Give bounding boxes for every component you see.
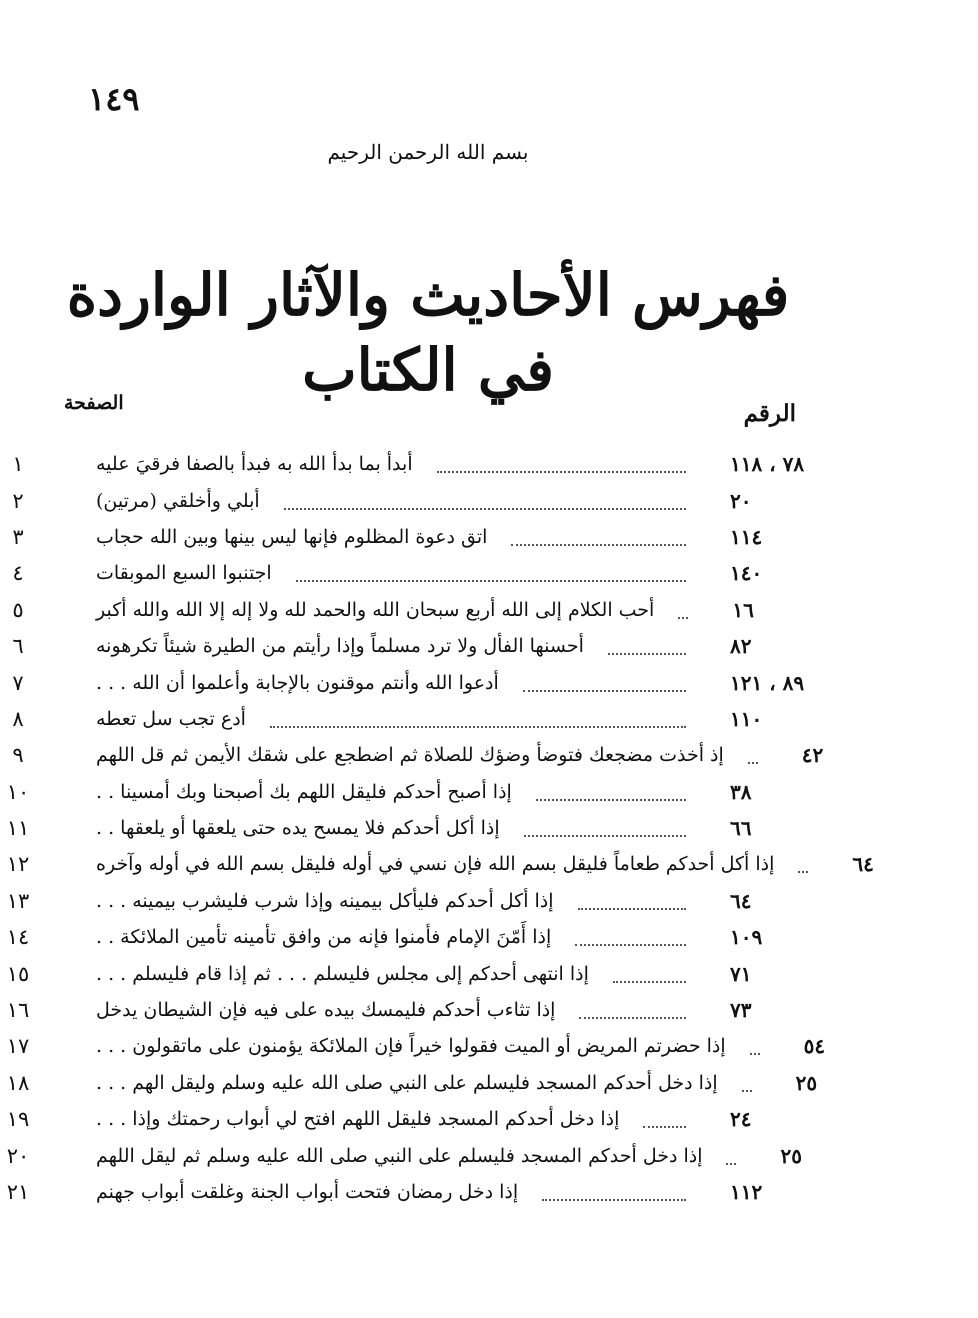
entry-pages: ٦٦ (730, 816, 752, 841)
index-row (0, 955, 856, 991)
entry-number: ٤ (12, 561, 24, 586)
index-row (0, 1028, 856, 1064)
page-column-header: الصفحة (64, 392, 124, 414)
entry-number: ٩ (12, 743, 24, 768)
index-row (0, 846, 874, 882)
dot-leader (608, 633, 686, 655)
entry-text: إذا أَمّنَ الإمام فأمنوا فإنه من وافق تأمينه تأمين الملائكة . . (96, 926, 552, 949)
entry-number: ١٥ (6, 961, 30, 986)
dot-leader (613, 961, 686, 983)
entry-number: ١٨ (6, 1070, 30, 1095)
entry-pages: ٢٥ (780, 1143, 802, 1168)
dot-leader (511, 524, 686, 546)
entry-pages: ٦٤ (852, 852, 874, 877)
entry-pages: ٧٨ ، ١١٨ (730, 452, 805, 477)
entry-number: ١٦ (6, 998, 30, 1023)
entry-pages: ٤٢ (801, 743, 824, 768)
entry-text: إذا دخل أحدكم المسجد فليسلم على النبي صلى الله عليه وسلم ثم ليقل اللهم (96, 1144, 703, 1167)
entry-text: إذا أصبح أحدكم فليقل اللهم بك أصبحنا وبك أمسينا . . (96, 780, 512, 803)
entry-text: إذا دخل رمضان فتحت أبواب الجنة وغلقت أبواب جهنم (96, 1181, 519, 1203)
index-row (0, 1174, 856, 1210)
entry-pages: ٢٥ (795, 1070, 818, 1095)
dot-leader (524, 815, 686, 837)
entry-pages: ٢٠ (730, 488, 752, 513)
index-row (0, 774, 856, 810)
entry-pages: ١٦ (732, 597, 754, 622)
entry-text: أبلي وأخلقي (مرتين) (96, 489, 260, 512)
index-row (0, 1137, 856, 1173)
entry-number: ١٤ (6, 925, 30, 950)
entry-pages: ٧١ (730, 961, 752, 986)
dot-leader (296, 560, 686, 582)
dot-leader (748, 742, 758, 764)
entry-pages: ٣٨ (730, 779, 752, 804)
dot-leader (798, 851, 808, 873)
entry-text: إذا أكل أحدكم طعاماً فليقل بسم الله فإن نسي في أوله فليقل بسم الله في أوله وآخره (96, 853, 775, 876)
index-row (0, 1101, 856, 1137)
index-row (0, 446, 856, 482)
entry-number: ٦ (12, 634, 24, 659)
entry-number: ٨ (12, 706, 24, 731)
entry-text: إذا انتهى أحدكم إلى مجلس فليسلم . . . ثم إذا قام فليسلم . . . (96, 962, 589, 985)
index-row (0, 519, 856, 555)
index-row (0, 701, 856, 737)
entry-number: ١٧ (6, 1034, 30, 1059)
index-row (0, 919, 856, 955)
dot-leader (575, 924, 686, 946)
entry-text: أبدأ بما بدأ الله به فبدأ بالصفا فرقيَ عليه (96, 453, 413, 476)
index-row (0, 992, 856, 1028)
index-row (0, 555, 856, 591)
entry-number: ٢٠ (6, 1143, 30, 1168)
page-title: فهرس الأحاديث والآثار الواردة في الكتاب (66, 261, 790, 405)
entry-text: أحسنها الفأل ولا ترد مسلماً وإذا رأيتم من الطيرة شيئاً تكرهونه (96, 635, 584, 658)
entry-text: إذا تثاءب أحدكم فليمسك بيده على فيه فإن الشيطان يدخل (96, 999, 556, 1022)
entry-pages: ٨٢ (730, 634, 752, 659)
index-row (0, 737, 856, 773)
entry-text: إذا دخل أحدكم المسجد فليقل اللهم افتح لي أبواب رحمتك وإذا . . . (96, 1108, 620, 1131)
entry-text: إذا أكل أحدكم فليأكل بيمينه وإذا شرب فليشرب بيمينه . . . (96, 889, 554, 912)
entry-number: ٧ (12, 670, 24, 695)
hadith-index-list (0, 446, 874, 1210)
index-row (0, 592, 856, 628)
page-number: ١٤٩ (88, 80, 140, 118)
entry-pages: ٨٩ ، ١٢١ (730, 670, 805, 695)
index-row (0, 482, 856, 518)
dot-leader (643, 1106, 686, 1128)
entry-text: أدع تجب سل تعطه (96, 707, 246, 730)
entry-text: اتق دعوة المظلوم فإنها ليس بينها وبين الله حجاب (96, 525, 488, 548)
dot-leader (750, 1033, 760, 1055)
dot-leader (678, 597, 688, 619)
dot-leader (542, 1179, 686, 1201)
entry-pages: ٥٤ (803, 1034, 826, 1059)
entry-pages: ٧٣ (730, 998, 752, 1023)
entry-pages: ١٠٩ (730, 925, 763, 950)
entry-pages: ١١٢ (730, 1180, 763, 1204)
entry-number: ١٩ (6, 1107, 30, 1132)
dot-leader (437, 451, 686, 473)
entry-pages: ٢٤ (730, 1107, 752, 1132)
entry-pages: ١١٤ (730, 524, 763, 549)
dot-leader (284, 488, 686, 510)
entry-text: أحب الكلام إلى الله أربع سبحان الله والحمد لله ولا إله إلا الله والله أكبر (96, 598, 655, 621)
entry-number: ٢ (12, 488, 24, 513)
dot-leader (536, 779, 686, 801)
basmala: بسم الله الرحمن الرحيم (327, 140, 529, 164)
number-column-header: الرقم (743, 400, 796, 427)
dot-leader (578, 888, 686, 910)
entry-text: إذا دخل أحدكم المسجد فليسلم على النبي صلى الله عليه وسلم وليقل الهم . . . (96, 1071, 718, 1094)
entry-pages: ١٤٠ (730, 561, 763, 586)
entry-pages: ١١٠ (730, 706, 763, 731)
dot-leader (726, 1143, 736, 1165)
dot-leader (523, 670, 686, 692)
entry-number: ٥ (12, 597, 24, 622)
entry-text: أدعوا الله وأنتم موقنون بالإجابة وأعلموا أن الله . . . (96, 671, 499, 694)
dot-leader (742, 1070, 752, 1092)
entry-number: ١٢ (6, 852, 30, 877)
index-row (0, 628, 856, 664)
entry-number: ٢١ (6, 1180, 30, 1204)
index-row (0, 810, 856, 846)
index-row (0, 664, 856, 700)
entry-number: ١٠ (6, 779, 30, 804)
entry-number: ٣ (12, 524, 24, 549)
entry-number: ١٣ (6, 888, 30, 913)
dot-leader (579, 997, 686, 1019)
entry-pages: ٦٤ (730, 888, 752, 913)
dot-leader (270, 706, 686, 728)
entry-text: إذا أكل أحدكم فلا يمسح يده حتى يلعقها أو يلعقها . . (96, 817, 500, 840)
entry-text: إذا حضرتم المريض أو الميت فقولوا خيراً فإن الملائكة يؤمنون على ماتقولون . . . (96, 1035, 726, 1058)
index-row (0, 883, 856, 919)
index-row (0, 1065, 856, 1101)
entry-text: اجتنبوا السبع الموبقات (96, 562, 272, 585)
entry-number: ١ (12, 452, 24, 477)
entry-number: ١١ (6, 816, 30, 841)
entry-text: إذ أخذت مضجعك فتوضأ وضؤك للصلاة ثم اضطجع على شقك الأيمن ثم قل اللهم (96, 744, 724, 767)
